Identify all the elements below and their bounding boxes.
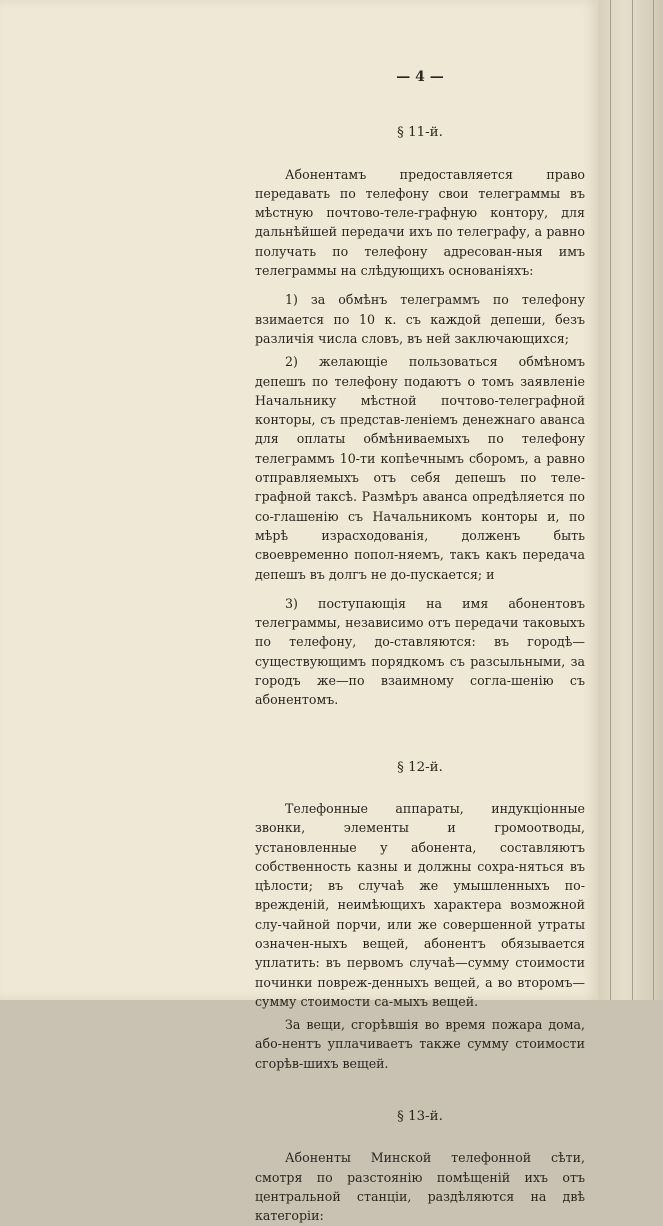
section-11-intro: Абонентамъ предоставляется право передавать по телефону свои телеграммы въ мѣстную почтово-теле-графную контору, для дальнѣйшей передачи ихъ по телеграфу, а равно получать по телефону адресован-ныя имъ телеграммы на слѣдующихъ основаніяхъ: (255, 166, 585, 279)
section-11-item-2: 2) желающіе пользоваться обмѣномъ депешъ по телефону подаютъ о томъ заявленіе Начальнику мѣстной почтово-телеграфной конторы, съ представ-леніемъ денежнаго аванса для оплаты обмѣниваемыхъ по телефону телеграммъ 10-ти копѣечнымъ сборомъ, а равно отправляемыхъ отъ себя депешъ по теле-графной таксѣ. Размѣръ аванса опредѣляется по со-глашенію съ Начальникомъ конторы и, по мѣрѣ израсходованія, долженъ быть своевременно попол-няемъ, такъ какъ передача депешъ въ долгъ не до-пускается; и (255, 354, 585, 582)
adjacent-pages-edge (598, 0, 663, 1000)
section-13-paragraph-1: Абоненты Минской телефонной сѣти, смотря по разстоянію помѣщеній ихъ отъ центральной станціи, раздѣляются на двѣ категоріи: (255, 1150, 585, 1224)
page-edge-line (632, 0, 633, 1000)
page-edge-line (653, 0, 654, 1000)
page-number: — 4 — (396, 69, 444, 85)
section-11-item-1: 1) за обмѣнъ телеграммъ по телефону взимается по 10 к. съ каждой депеши, безъ различія числа словъ, въ ней заключающихся; (255, 292, 585, 346)
section-12-paragraph-2: За вещи, сгорѣвшія во время пожара дома, або-нентъ уплачиваетъ также сумму стоимости сгорѣв-шихъ вещей. (255, 1017, 585, 1071)
page-content (255, 68, 585, 1226)
section-11-title: § 11-й. (397, 125, 443, 141)
section-12-title: § 12-й. (397, 759, 443, 775)
section-11-item-3: 3) поступающія на имя абонентовъ телеграммы, независимо отъ передачи таковыхъ по телефону, до-ставляются: въ городѣ—существующимъ порядкомъ съ разсыльными, за городъ же—по взаимному согла-шенію съ абонентомъ. (255, 595, 585, 708)
page-edge-line (610, 0, 611, 1000)
section-13-title: § 13-й. (397, 1109, 443, 1125)
section-12-paragraph-1: Телефонные аппараты, индукціонные звонки, элементы и громоотводы, установленные у абонента, составляютъ собственность казны и должны сохра-няться въ цѣлости; въ случаѣ же умышленныхъ по-врежденій, неимѣющихъ характера возможной слу-чайной порчи, или же совершенной утраты означен-ныхъ вещей, абонентъ обязывается уплатить: въ первомъ случаѣ—сумму стоимости починки повреж-денныхъ вещей, а во второмъ—сумму стоимости са-мыхъ вещей. (255, 800, 585, 1009)
